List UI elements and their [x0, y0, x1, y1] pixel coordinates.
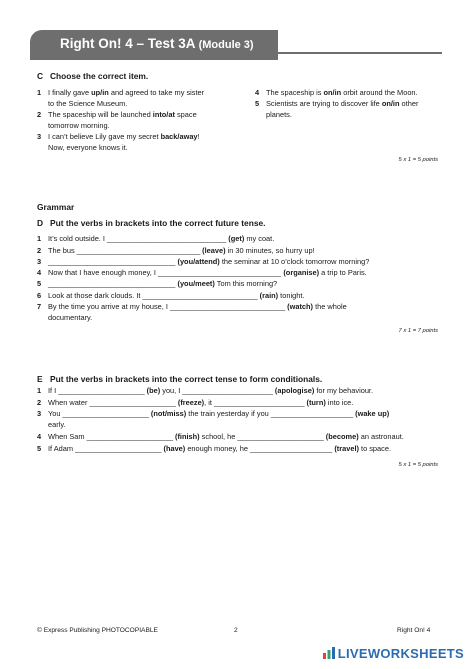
watermark-text: LIVEWORKSHEETS	[337, 646, 464, 661]
liveworksheets-logo-icon	[322, 646, 336, 660]
item-fragment: The spaceship will be launched	[48, 110, 153, 119]
exercise-item	[37, 431, 447, 442]
exercise-item	[255, 87, 445, 98]
item-fragment: Now that I have enough money, I ______________________________	[48, 268, 284, 277]
exercise-item	[37, 408, 447, 430]
item-line	[48, 443, 447, 454]
exercise-item	[37, 256, 447, 267]
exercise-item	[37, 87, 237, 109]
section-c-instruction: Choose the correct item.	[50, 71, 149, 81]
item-text	[48, 109, 237, 131]
section-d-letter: D	[37, 218, 44, 228]
item-fragment: enough money, he ____________________	[185, 444, 335, 453]
verb-prompt: (you/meet)	[177, 279, 215, 288]
exercise-item	[37, 267, 447, 278]
verb-prompt: (have)	[163, 444, 186, 453]
item-number: 2	[37, 398, 42, 407]
item-text	[48, 397, 447, 408]
item-number: 3	[37, 132, 42, 141]
exercise-item	[255, 98, 445, 120]
page-title	[60, 35, 254, 53]
item-line	[266, 87, 445, 98]
grammar-heading: Grammar	[37, 202, 75, 212]
item-fragment: tonight.	[278, 291, 305, 300]
item-number: 5	[255, 99, 260, 108]
item-line	[48, 278, 447, 289]
item-fragment: I finally gave	[48, 88, 92, 97]
item-line	[48, 87, 237, 98]
verb-prompt: (rain)	[259, 291, 279, 300]
item-fragment: Now, everyone knows it.	[48, 143, 128, 153]
section-d-instruction: Put the verbs in brackets into the correct future tense.	[50, 218, 266, 228]
item-text	[48, 290, 447, 301]
verb-prompt: (leave)	[202, 246, 226, 255]
verb-prompt: (organise)	[283, 268, 320, 277]
exercise-item	[37, 397, 447, 408]
exercise-item	[37, 109, 237, 131]
section-e-instruction: Put the verbs in brackets into the correct tense to form conditionals.	[50, 374, 323, 384]
section-c-points: 5 x 1 = 5 points	[398, 157, 438, 163]
item-fragment: early.	[48, 420, 66, 430]
item-text	[48, 443, 447, 454]
item-fragment: Tom this morning?	[214, 279, 278, 288]
liveworksheets-logo[interactable]	[322, 646, 464, 661]
footer-book-title: Right On! 4	[397, 627, 431, 634]
verb-prompt: (finish)	[174, 432, 200, 441]
item-line	[48, 256, 447, 267]
item-fragment: , it ______________________	[204, 398, 307, 407]
item-fragment: When Sam _____________________	[48, 432, 175, 441]
verb-prompt: (wake up)	[355, 409, 390, 418]
item-text	[48, 278, 447, 289]
item-fragment: for my behaviour.	[314, 386, 374, 395]
item-fragment: Look at those dark clouds. It ____________________________	[48, 291, 260, 300]
item-fragment: in 30 minutes, so hurry up!	[225, 246, 315, 255]
item-fragment: school, he _____________________	[199, 432, 326, 441]
item-text	[48, 256, 447, 267]
item-text	[48, 131, 237, 153]
verb-prompt: (apologise)	[274, 386, 315, 395]
item-fragment: Scientists are trying to discover life	[266, 99, 382, 108]
exercise-item	[37, 301, 447, 323]
verb-prompt: (be)	[146, 386, 161, 395]
item-number: 4	[37, 268, 42, 277]
item-line	[48, 397, 447, 408]
item-line	[48, 290, 447, 301]
verb-prompt: (watch)	[287, 302, 314, 311]
item-line	[48, 98, 237, 109]
item-number: 3	[37, 257, 42, 266]
item-fragment: I can’t believe Lily gave my secret	[48, 132, 161, 141]
item-fragment: _______________________________	[48, 279, 178, 288]
item-text	[48, 267, 447, 278]
item-line	[266, 98, 445, 109]
item-number: 6	[37, 291, 42, 300]
verb-prompt: (not/miss)	[150, 409, 187, 418]
item-line	[48, 131, 237, 142]
item-fragment: an astronaut.	[358, 432, 404, 441]
item-text	[48, 233, 447, 244]
section-c-letter: C	[37, 71, 44, 81]
exercise-item	[37, 443, 447, 454]
item-line	[48, 142, 237, 153]
item-fragment: It’s cold outside. I _____________________________	[48, 234, 229, 243]
item-fragment: and agreed to take my sister	[108, 88, 205, 97]
item-number: 1	[37, 88, 42, 97]
item-text	[266, 87, 445, 98]
title-module: (Module 3)	[195, 39, 254, 51]
item-fragment: the whole	[313, 302, 347, 311]
item-line	[48, 408, 447, 419]
footer-publisher: © Express Publishing PHOTOCOPIABLE	[37, 627, 158, 634]
item-fragment: into ice.	[325, 398, 354, 407]
exercise-item	[37, 278, 447, 289]
item-fragment: By the time you arrive at my house, I ____________________________	[48, 302, 288, 311]
item-number: 2	[37, 246, 42, 255]
verb-prompt: (you/attend)	[177, 257, 220, 266]
item-number: 5	[37, 444, 42, 453]
item-fragment: _______________________________	[48, 257, 178, 266]
item-number: 1	[37, 386, 42, 395]
item-fragment: The bus ______________________________	[48, 246, 203, 255]
footer-page-number: 2	[234, 627, 238, 634]
item-fragment: documentary.	[48, 313, 93, 323]
item-fragment: other	[399, 99, 419, 108]
item-fragment: the train yesterday if you ____________________	[186, 409, 356, 418]
exercise-item	[37, 131, 237, 153]
title-main: Right On! 4	[60, 36, 133, 51]
verb-prompt: (turn)	[306, 398, 326, 407]
item-number: 1	[37, 234, 42, 243]
item-line	[48, 109, 237, 120]
item-line	[48, 312, 447, 323]
section-e-letter: E	[37, 374, 43, 384]
item-line	[48, 301, 447, 312]
item-text	[48, 431, 447, 442]
item-text	[48, 408, 447, 430]
item-fragment: If I _____________________	[48, 386, 147, 395]
exercise-item	[37, 385, 447, 396]
item-fragment: my coat.	[244, 234, 275, 243]
item-fragment: you, I ______________________	[160, 386, 275, 395]
item-fragment: If Adam _____________________	[48, 444, 164, 453]
exercise-item	[37, 245, 447, 256]
item-line	[48, 431, 447, 442]
verb-prompt: back/away	[160, 132, 198, 141]
item-fragment: to space.	[358, 444, 392, 453]
exercise-item	[37, 290, 447, 301]
verb-prompt: (travel)	[334, 444, 359, 453]
exercise-item	[37, 233, 447, 244]
item-line	[48, 120, 237, 131]
item-fragment: the seminar at 10 o’clock tomorrow morning?	[219, 257, 370, 266]
item-fragment: The spaceship is	[266, 88, 324, 97]
item-line	[48, 267, 447, 278]
item-fragment: orbit around the Moon.	[341, 88, 418, 97]
item-fragment: When water _____________________	[48, 398, 178, 407]
verb-prompt: into/at	[152, 110, 175, 119]
verb-prompt: (freeze)	[177, 398, 205, 407]
item-number: 4	[37, 432, 42, 441]
item-number: 2	[37, 110, 42, 119]
item-line	[266, 109, 445, 120]
section-c-heading	[37, 71, 148, 81]
item-fragment: planets.	[266, 110, 292, 120]
item-fragment: tomorrow morning.	[48, 121, 110, 131]
verb-prompt: on/in	[323, 88, 342, 97]
section-e-points: 5 x 1 = 5 points	[398, 462, 438, 468]
verb-prompt: up/in	[91, 88, 109, 97]
item-text	[48, 385, 447, 396]
item-number: 3	[37, 409, 42, 418]
item-number: 7	[37, 302, 42, 311]
item-number: 4	[255, 88, 260, 97]
item-line	[48, 385, 447, 396]
title-test: – Test 3A	[132, 36, 196, 51]
item-line	[48, 233, 447, 244]
section-e-heading	[37, 374, 322, 384]
item-fragment: a trip to Paris.	[319, 268, 367, 277]
item-fragment: space	[174, 110, 197, 119]
item-text	[266, 98, 445, 120]
item-fragment: !	[197, 132, 200, 141]
verb-prompt: on/in	[381, 99, 400, 108]
item-text	[48, 245, 447, 256]
verb-prompt: (get)	[228, 234, 245, 243]
item-line	[48, 419, 447, 430]
item-number: 5	[37, 279, 42, 288]
item-text	[48, 87, 237, 109]
section-d-heading	[37, 218, 265, 228]
section-d-points: 7 x 1 = 7 points	[398, 328, 438, 334]
verb-prompt: (become)	[325, 432, 359, 441]
item-fragment: You _____________________	[48, 409, 151, 418]
item-fragment: to the Science Museum.	[48, 99, 128, 109]
header-rule	[278, 52, 442, 54]
item-text	[48, 301, 447, 323]
item-line	[48, 245, 447, 256]
